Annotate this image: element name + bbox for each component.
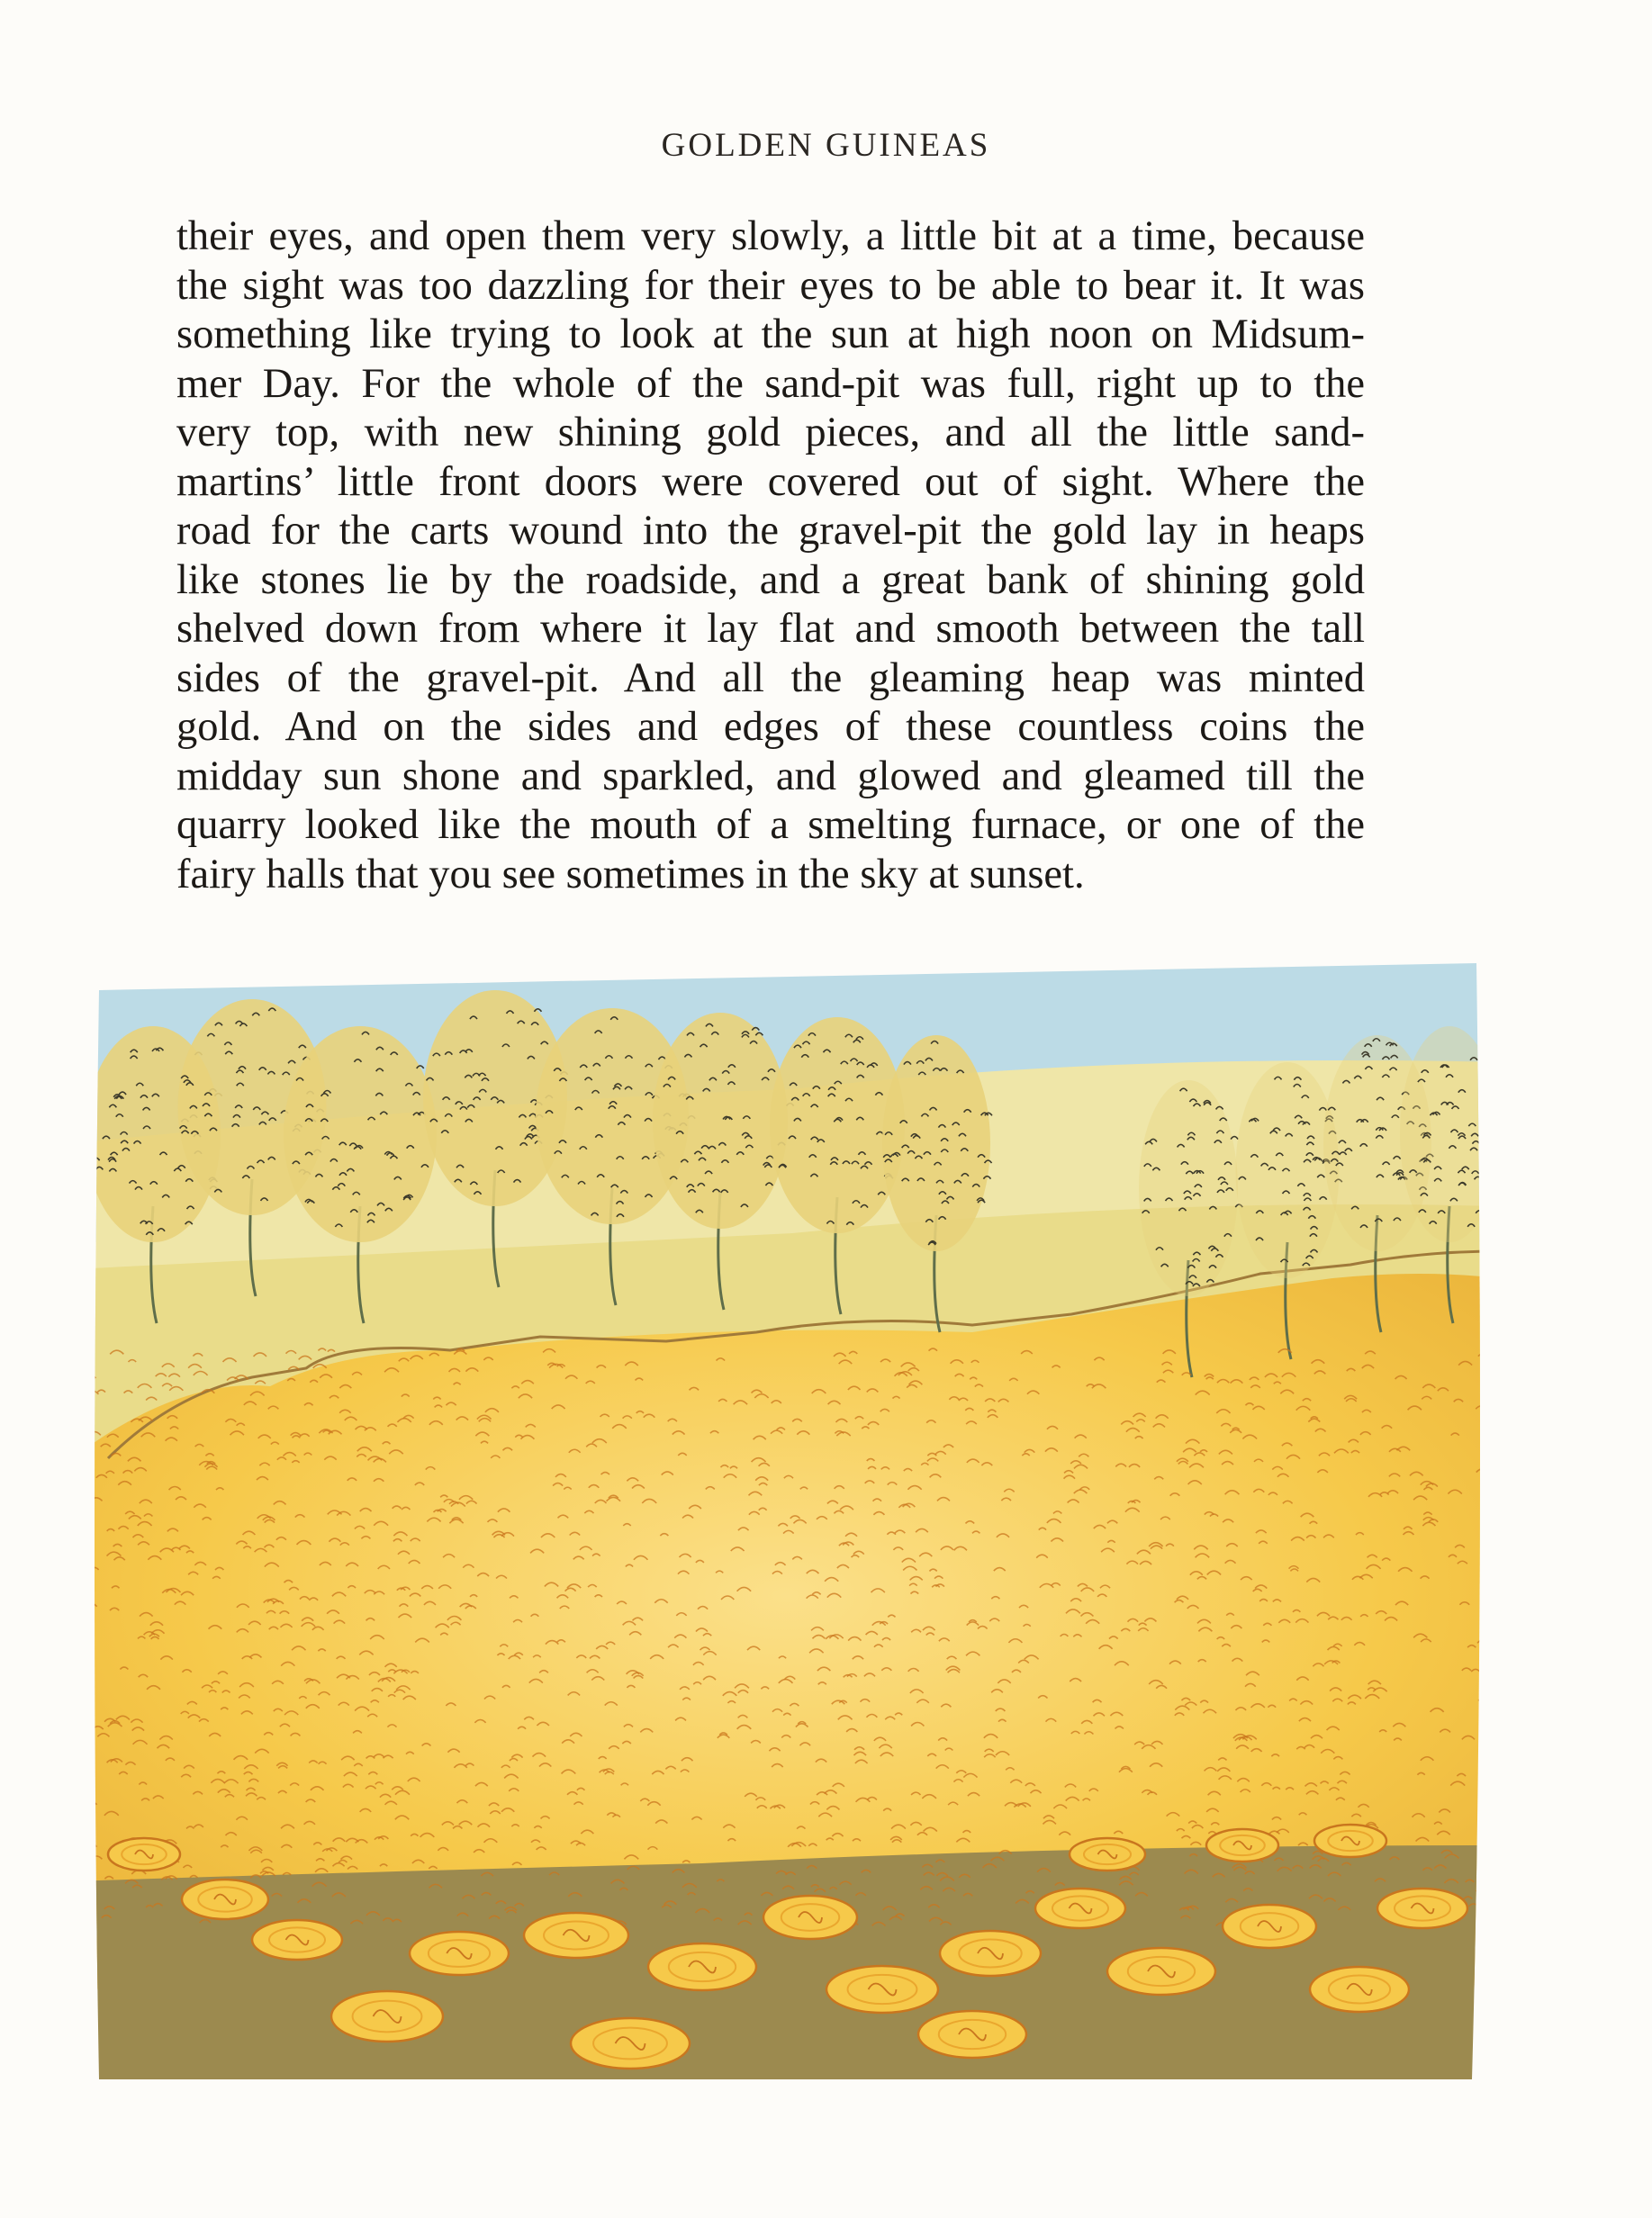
coin-mark (73, 1686, 83, 1689)
leaf-mark (93, 1158, 100, 1160)
gold-coin (1314, 1825, 1386, 1857)
gold-coin (571, 2018, 690, 2069)
coin-mark (1478, 1354, 1486, 1357)
text-line: road for the carts wound into the gravel-pit the gold lay in heaps (176, 508, 1365, 554)
coin-mark (1479, 1730, 1491, 1734)
gold-coin (826, 1966, 938, 2013)
gold-coin (252, 1920, 342, 1960)
coin-mark (76, 1889, 85, 1892)
text-line: sides of the gravel-pit. And all the gleaming heap was minted (176, 654, 1365, 701)
tree-crown (1236, 1062, 1340, 1278)
leaf-mark (1493, 1167, 1499, 1169)
coin-mark (1483, 1754, 1495, 1758)
tree-crown (284, 1026, 437, 1242)
coin-mark (76, 1589, 85, 1591)
coin-mark (1497, 1680, 1499, 1683)
coin-mark (1490, 1652, 1499, 1654)
coin-mark (82, 1805, 94, 1808)
gold-coin (1035, 1889, 1125, 1928)
coin-mark (1493, 1663, 1499, 1665)
gold-coin (918, 2011, 1026, 2058)
coin-mark (1496, 1474, 1499, 1477)
gold-coin (410, 1932, 509, 1975)
coin-mark (1491, 1365, 1499, 1368)
gold-coin (1107, 1948, 1215, 1995)
leaf-mark (1494, 1114, 1499, 1116)
gold-coin (1070, 1838, 1145, 1871)
coin-mark (83, 1843, 97, 1846)
text-line: mer Day. For the whole of the sand-pit was full, right up to the (176, 360, 1365, 407)
gold-coin (182, 1880, 268, 1919)
text-line: something like trying to look at the sun at high noon on Midsum- (176, 311, 1365, 357)
coin-mark (88, 1802, 97, 1805)
tree-crown (1400, 1026, 1499, 1242)
earth-bank (72, 1845, 1499, 2088)
coin-mark (84, 1670, 94, 1673)
gold-coin (648, 1943, 756, 1990)
coin-mark (1478, 1698, 1490, 1701)
running-head: GOLDEN GUINEAS (661, 127, 991, 164)
coin-mark (84, 1375, 96, 1378)
coin-mark (79, 1613, 89, 1616)
gold-coin (1206, 1829, 1278, 1862)
coin-mark (1487, 1887, 1498, 1889)
leaf-mark (1492, 1124, 1499, 1127)
gold-coin (331, 1991, 443, 2042)
tree-crown (1139, 1080, 1238, 1296)
gold-coin (1223, 1905, 1316, 1948)
leaf-mark (1488, 1172, 1495, 1175)
coin-mark (1495, 1559, 1499, 1563)
coin-mark (82, 1712, 91, 1715)
text-line: martins’ little front doors were covered out of sight. Where the (176, 458, 1365, 505)
coin-mark (1498, 1432, 1499, 1435)
gold-coin (940, 1931, 1041, 1976)
text-line: like stones lie by the roadside, and a great bank of shining gold (176, 556, 1365, 603)
coin-mark (73, 1528, 86, 1532)
text-line: fairy halls that you see sometimes in the sky at sunset. (176, 851, 1085, 897)
gold-coin (763, 1896, 857, 1939)
coin-mark (1494, 1639, 1499, 1643)
text-line: gold. And on the sides and edges of these countless coins the (176, 704, 1365, 750)
coin-mark (1479, 1918, 1490, 1921)
leaf-mark (1485, 1123, 1492, 1125)
coin-mark (1482, 1520, 1493, 1523)
coin-mark (1490, 1697, 1497, 1699)
coin-mark (1482, 1889, 1496, 1893)
coin-mark (82, 1692, 94, 1696)
coin-mark (1479, 1893, 1491, 1896)
leaf-mark (1485, 1087, 1492, 1090)
body-text (176, 212, 1365, 899)
text-line: shelved down from where it lay flat and smooth between the tall (176, 606, 1365, 652)
gold-coin (1310, 1967, 1409, 2012)
text-line: the sight was too dazzling for their eyes to be able to bear it. It was (176, 262, 1365, 309)
text-line: midday sun shone and sparkled, and glowed and gleamed till the (176, 753, 1365, 799)
coin-mark (1485, 1540, 1494, 1543)
coin-mark (79, 1638, 88, 1641)
coin-mark (1482, 1353, 1491, 1356)
text-line: their eyes, and open them very slowly, a little bit at a time, because (176, 213, 1365, 259)
leaf-mark (1484, 1143, 1491, 1146)
leaf-mark (1486, 1165, 1494, 1168)
gold-coin (108, 1838, 180, 1871)
tree-crown (653, 1013, 788, 1229)
coin-mark (1478, 1792, 1486, 1794)
leaf-mark (1494, 1132, 1499, 1135)
coin-mark (77, 1384, 88, 1387)
coin-mark (1476, 1889, 1484, 1892)
illustration-canvas (72, 954, 1499, 2088)
coin-mark (77, 1898, 86, 1900)
gold-coin (1377, 1889, 1467, 1928)
leaf-mark (1476, 1211, 1483, 1213)
gold-pit-illustration (72, 954, 1499, 2088)
gold-coin (524, 1913, 628, 1958)
leaf-mark (1494, 1092, 1499, 1095)
text-line: very top, with new shining gold pieces, and all the little sand- (176, 410, 1365, 455)
text-line: quarry looked like the mouth of a smelting furnace, or one of the (176, 802, 1365, 848)
